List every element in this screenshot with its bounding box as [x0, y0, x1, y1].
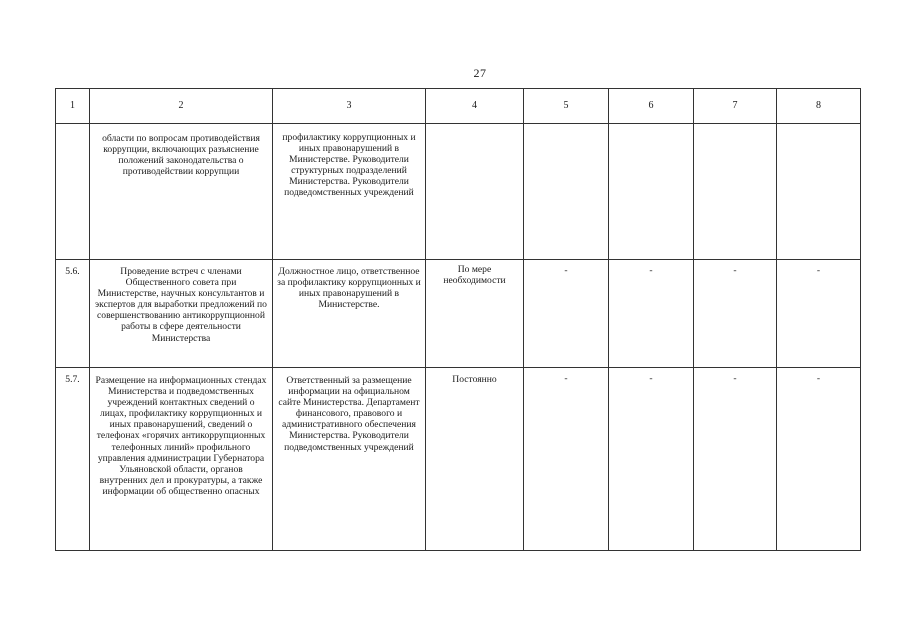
value-cell-6: - — [609, 368, 694, 551]
value-cell-5 — [524, 124, 609, 260]
row-number-cell — [56, 368, 90, 551]
term-text — [426, 124, 523, 128]
value-cell-7: - — [694, 368, 777, 551]
column-header-4: 4 — [426, 89, 524, 124]
action-cell — [90, 260, 273, 368]
column-header-1: 1 — [56, 89, 90, 124]
action-text: области по вопросам противодействия коррупции, включающих разъяснение положений законодательства о противодействии коррупции — [102, 133, 260, 178]
term-cell — [426, 368, 524, 551]
value-cell-8: - — [777, 368, 861, 551]
term-cell — [426, 124, 524, 260]
value-cell-8 — [777, 124, 861, 260]
term-text: По мере необходимости — [443, 264, 506, 287]
table-row — [56, 368, 861, 551]
responsible-cell — [273, 260, 426, 368]
action-cell — [90, 124, 273, 260]
responsible-text: Ответственный за размещение информации на официальном сайте Министерства. Департамент финансового, правового и административного обеспечения Министерства. Руководители подведомственных учреждений — [278, 375, 420, 453]
row-number-cell — [56, 124, 90, 260]
action-text: Размещение на информационных стендах Министерства и подведомственных учреждений контактных сведений о лицах, профилактику коррупционных и иных правонарушений, сведений о телефонах «горячих антикоррупционных телефонных линий» профильного управления администрации Губернатора Ульяновской области, органов внутренних дел и прокуратуры, а также информации об общественно опасных — [95, 375, 267, 497]
header-row — [56, 89, 861, 124]
row-number-cell — [56, 260, 90, 368]
row-number: 5.6. — [65, 266, 80, 277]
plan-table — [55, 88, 861, 551]
page-number: 27 — [473, 66, 487, 80]
row-number: 5.7. — [65, 374, 80, 385]
column-header-7: 7 — [694, 89, 777, 124]
value-cell-5: - — [524, 260, 609, 368]
table-row — [56, 124, 861, 260]
value-cell-8: - — [777, 260, 861, 368]
value-cell-7: - — [694, 260, 777, 368]
value-cell-5: - — [524, 368, 609, 551]
value-cell-7 — [694, 124, 777, 260]
responsible-cell — [273, 124, 426, 260]
responsible-cell — [273, 368, 426, 551]
column-header-5: 5 — [524, 89, 609, 124]
responsible-text: профилактику коррупционных и иных правонарушений в Министерстве. Руководители структурных подразделений Министерства. Руководители подведомственных учреждений — [282, 132, 416, 199]
action-text: Проведение встреч с членами Общественного совета при Министерстве, научных консультантов и экспертов для выработки предложений по совершенствованию антикоррупционной работы в сфере деятельности Министерства — [95, 266, 267, 344]
term-cell — [426, 260, 524, 368]
column-header-8: 8 — [777, 89, 861, 124]
column-header-6: 6 — [609, 89, 694, 124]
responsible-text: Должностное лицо, ответственное за профилактику коррупционных и иных правонарушений в Министерстве. — [277, 266, 421, 311]
action-cell — [90, 368, 273, 551]
table-row — [56, 260, 861, 368]
column-header-3: 3 — [273, 89, 426, 124]
value-cell-6 — [609, 124, 694, 260]
row-number — [56, 124, 89, 130]
value-cell-6: - — [609, 260, 694, 368]
term-text: Постоянно — [452, 374, 497, 385]
column-header-2: 2 — [90, 89, 273, 124]
